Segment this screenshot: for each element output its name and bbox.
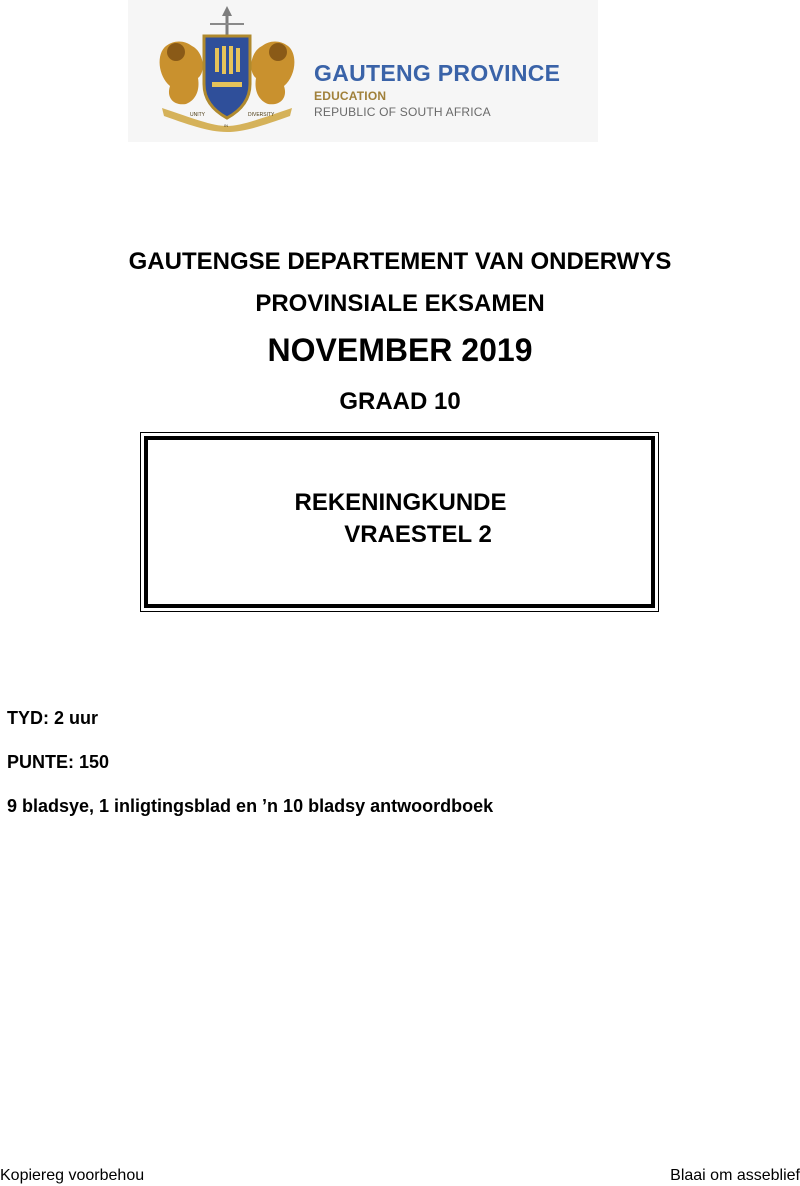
org-country: REPUBLIC OF SOUTH AFRICA bbox=[314, 105, 491, 119]
department-title: GAUTENGSE DEPARTEMENT VAN ONDERWYS bbox=[128, 248, 672, 275]
subject-title: REKENINGKUNDE bbox=[294, 489, 507, 516]
crest-motto-mid: IN bbox=[224, 123, 228, 128]
grade-title: GRAAD 10 bbox=[339, 388, 461, 415]
exam-time: TYD: 2 uur bbox=[7, 708, 99, 728]
crest-motto-right: DIVERSITY bbox=[248, 112, 275, 118]
exam-title: PROVINSIALE EKSAMEN bbox=[255, 290, 545, 317]
exam-marks: PUNTE: 150 bbox=[7, 752, 110, 772]
page-count: 9 bladsye, 1 inligtingsblad en ’n 10 bladsy antwoordboek bbox=[7, 796, 494, 816]
header-logo bbox=[128, 0, 598, 142]
org-name: GAUTENG PROVINCE bbox=[314, 60, 561, 86]
paper-title: VRAESTEL 2 bbox=[344, 521, 492, 548]
crest-motto-left: UNITY bbox=[190, 112, 205, 118]
coat-of-arms-icon bbox=[152, 6, 302, 134]
org-subtitle: EDUCATION bbox=[314, 89, 387, 103]
footer-turn-over: Blaai om asseblief bbox=[670, 1167, 800, 1184]
footer-copyright: Kopiereg voorbehou bbox=[0, 1167, 145, 1184]
exam-date: NOVEMBER 2019 bbox=[267, 332, 533, 368]
subject-box bbox=[140, 432, 659, 612]
